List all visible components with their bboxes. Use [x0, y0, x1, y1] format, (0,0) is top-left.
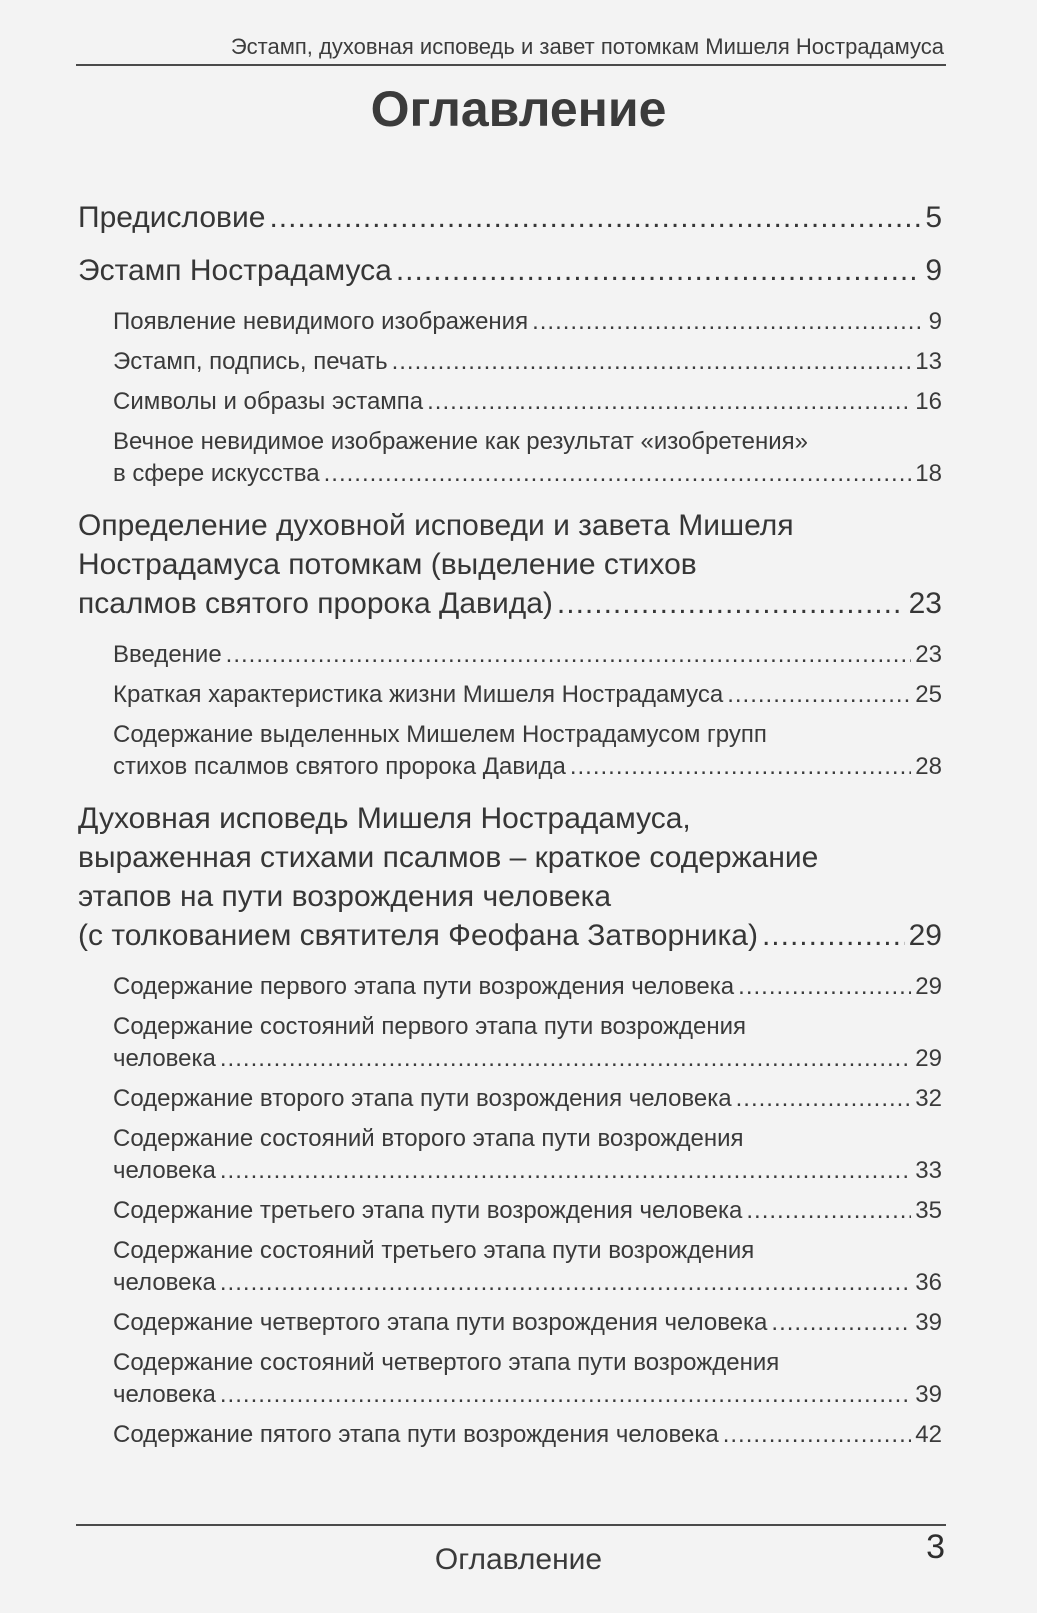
toc-chapter — [78, 198, 942, 237]
toc-entry-title: человека — [113, 1157, 216, 1184]
toc-page-number: 18 — [915, 460, 942, 487]
dot-leader — [226, 639, 912, 671]
toc-section — [113, 639, 942, 671]
toc-page-number: 25 — [915, 681, 942, 708]
toc-page-number: 29 — [915, 973, 942, 1000]
toc-page-number: 42 — [915, 1421, 942, 1448]
toc-entry-last-line — [113, 1307, 942, 1339]
toc-entry-last-line — [78, 584, 942, 623]
toc-page-number: 36 — [915, 1269, 942, 1296]
toc-section — [113, 1235, 942, 1299]
dot-leader — [736, 1083, 912, 1115]
toc-entry-last-line — [113, 1379, 942, 1411]
toc-entry-title: Содержание третьего этапа пути возрождения человека — [113, 1197, 743, 1224]
toc-entry-last-line — [78, 251, 942, 290]
toc-page-number: 23 — [908, 587, 942, 620]
dot-leader — [220, 1155, 911, 1187]
toc-section — [113, 1419, 942, 1451]
toc-entry-last-line — [78, 916, 942, 955]
toc-page-number: 32 — [915, 1085, 942, 1112]
toc-entry-title: Содержание четвертого этапа пути возрождения человека — [113, 1309, 768, 1336]
toc-entry-line: Определение духовной исповеди и завета Мишеля — [78, 509, 794, 542]
toc-page-number: 33 — [915, 1157, 942, 1184]
toc-entry-title: человека — [113, 1269, 216, 1296]
toc-page-number: 16 — [915, 388, 942, 415]
dot-leader — [762, 916, 905, 955]
dot-leader — [557, 584, 905, 623]
toc-section — [113, 1083, 942, 1115]
toc-entry-title: в сфере искусства — [113, 460, 320, 487]
toc-entry-line: Содержание состояний четвертого этапа пути возрождения — [113, 1349, 780, 1376]
dot-leader — [727, 679, 911, 711]
toc-section — [113, 719, 942, 783]
dot-leader — [723, 1419, 912, 1451]
toc-section — [113, 306, 942, 338]
toc-entry-title: Введение — [113, 641, 222, 668]
dot-leader — [220, 1379, 911, 1411]
toc-page-number: 9 — [928, 308, 942, 335]
toc-page-number: 29 — [915, 1045, 942, 1072]
toc-entry-last-line — [113, 1155, 942, 1187]
toc-entry-last-line — [113, 971, 942, 1003]
toc-section — [113, 971, 942, 1003]
toc-page-number: 23 — [915, 641, 942, 668]
toc-section — [113, 426, 942, 490]
toc-entry-title: Содержание первого этапа пути возрождения человека — [113, 973, 735, 1000]
dot-leader — [738, 971, 911, 1003]
toc-entry-title: псалмов святого пророка Давида) — [78, 587, 553, 620]
toc-entry-last-line — [113, 306, 942, 338]
toc-entry-line: Нострадамуса потомкам (выделение стихов — [78, 548, 697, 581]
header-rule — [76, 64, 946, 66]
toc-entry-title: Предисловие — [78, 201, 266, 234]
toc-entry-last-line — [113, 751, 942, 783]
toc-entry-line: Содержание выделенных Мишелем Нострадамусом групп — [113, 721, 767, 748]
toc-entry-line: Духовная исповедь Мишеля Нострадамуса, — [78, 802, 691, 835]
toc-entry-last-line — [113, 639, 942, 671]
toc-entry-title: Содержание второго этапа пути возрождения человека — [113, 1085, 732, 1112]
toc-page-number: 35 — [915, 1197, 942, 1224]
toc-page-number: 29 — [908, 919, 942, 952]
toc-entry-line: Содержание состояний первого этапа пути возрождения — [113, 1013, 747, 1040]
toc-entry-line: Содержание состояний третьего этапа пути возрождения — [113, 1237, 755, 1264]
dot-leader — [269, 198, 921, 237]
page-number: 3 — [926, 1528, 945, 1566]
toc-entry-last-line — [113, 1419, 942, 1451]
toc-entry-last-line — [113, 346, 942, 378]
toc-entry-title: Символы и образы эстампа — [113, 388, 424, 415]
toc-chapter — [78, 799, 942, 955]
toc-entry-last-line — [113, 1267, 942, 1299]
toc-entry-line: Содержание состояний второго этапа пути возрождения — [113, 1125, 744, 1152]
toc-entry-line: этапов на пути возрождения человека — [78, 880, 612, 913]
toc-entry-last-line — [113, 386, 942, 418]
dot-leader — [771, 1307, 911, 1339]
toc-entry-last-line — [113, 679, 942, 711]
toc-section — [113, 679, 942, 711]
dot-leader — [220, 1043, 911, 1075]
page-title: Оглавление — [370, 81, 667, 137]
dot-leader — [220, 1267, 911, 1299]
toc-chapter — [78, 251, 942, 290]
toc-page-number: 39 — [915, 1309, 942, 1336]
toc-page-number: 28 — [915, 753, 942, 780]
toc-section — [113, 1011, 942, 1075]
dot-leader — [396, 251, 921, 290]
toc-entry-title: Появление невидимого изображения — [113, 308, 529, 335]
toc-section — [113, 1195, 942, 1227]
toc-page-number: 13 — [915, 348, 942, 375]
dot-leader — [324, 458, 912, 490]
toc-entry-title: человека — [113, 1381, 216, 1408]
toc-entry-title: Содержание пятого этапа пути возрождения человека — [113, 1421, 719, 1448]
toc-entry-title: (с толкованием святителя Феофана Затворника) — [78, 919, 758, 952]
toc-entry-last-line — [78, 198, 942, 237]
dot-leader — [746, 1195, 911, 1227]
toc-section — [113, 1347, 942, 1411]
toc-page-number: 39 — [915, 1381, 942, 1408]
dot-leader — [570, 751, 911, 783]
toc-section — [113, 1123, 942, 1187]
table-of-contents — [0, 198, 1037, 1451]
toc-entry-last-line — [113, 1195, 942, 1227]
dot-leader — [427, 386, 911, 418]
toc-entry-last-line — [113, 1043, 942, 1075]
footer-rule — [76, 1524, 946, 1526]
toc-chapter — [78, 506, 942, 623]
toc-entry-last-line — [113, 458, 942, 490]
toc-entry-title: стихов псалмов святого пророка Давида — [113, 753, 566, 780]
toc-entry-title: Эстамп Нострадамуса — [78, 254, 392, 287]
toc-entry-last-line — [113, 1083, 942, 1115]
toc-entry-line: Вечное невидимое изображение как результат «изобретения» — [113, 428, 809, 455]
toc-page-number: 9 — [925, 254, 942, 287]
toc-entry-title: человека — [113, 1045, 216, 1072]
toc-page-number: 5 — [925, 201, 942, 234]
running-head: Эстамп, духовная исповедь и завет потомкам Мишеля Нострадамуса — [230, 34, 944, 59]
toc-entry-title: Эстамп, подпись, печать — [113, 348, 388, 375]
toc-section — [113, 346, 942, 378]
dot-leader — [392, 346, 912, 378]
toc-section — [113, 1307, 942, 1339]
toc-section — [113, 386, 942, 418]
toc-entry-line: выраженная стихами псалмов – краткое содержание — [78, 841, 819, 874]
footer-section-title: Оглавление — [434, 1543, 603, 1576]
toc-entry-title: Краткая характеристика жизни Мишеля Нострадамуса — [113, 681, 724, 708]
dot-leader — [532, 306, 925, 338]
